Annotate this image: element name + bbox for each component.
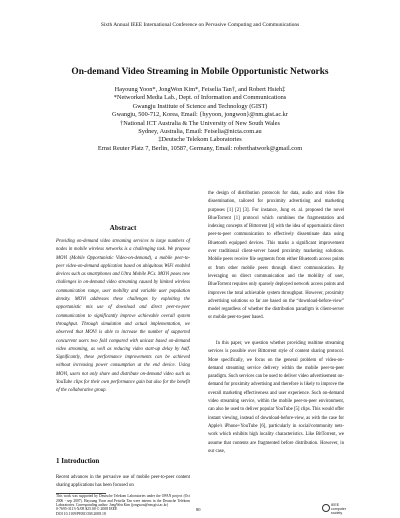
ieee-computer-society-logo (322, 503, 348, 517)
page-number: 80 (196, 507, 201, 512)
author-line: Gwangju Institute of Science and Technology (GIST) (132, 102, 268, 110)
logo-text-line: society (331, 511, 343, 516)
author-block (0, 86, 400, 153)
abstract-text (56, 238, 190, 396)
right-column-paragraph-1 (208, 190, 344, 323)
intro-paragraph: Recent advances in the pervasive use of mobile peer-to-peer content sharing applications has been focused on (56, 475, 190, 489)
author-line: Gwangju, 500-712, Korea, Email: {hyyoon, jongwon}@nm.gist.ac.kr (112, 111, 288, 119)
conference-header: Sixth Annual IEEE International Conference on Pervasive Computing and Communications (100, 22, 300, 28)
body-paragraph: the design of distribution protocols for data, audio and video file dissemination, tailored for proximity advertising and marketing purposes [1] [2] [3]. For instance, Jung et. al. proposed the novel BlueTorrent [1] protocol which combines the fragmentation and indexing concepts of Bittorrent [4] with the idea of opportunistic direct peer-to-peer communication to effectively disseminate data using Bluetooth equipped devices. This marks a significant improvement over traditional client-server based proximity marketing solutions. Mobile peers receive file segments from either Bluetooth access points or from other mobile peers through direct communication. By leveraging on direct communication and the mobility of user, BlueTorrent requires only sparsely deployed network access points and improves the total achievable system throughput. However, proximity advertising solutions so far are based on the “download-before-view” model regardless of whether the distribution paradigm is client-server or mobile peer-to-peer based. (208, 191, 344, 321)
author-line: ‡Deutsche Telekom Laboratories (158, 136, 242, 144)
footnote: This work was supported by Deutsche Telekom Laboratories under the OPAN project (Oct 2006 - sep 2007). Hayoung Yoon and Feiselia Tan were interns in the Deutsche Telekom Laboratories. Corresponding author: JongWon Kim (jongwon@nm.gist.ac.kr) (56, 494, 190, 508)
logo-text-line: IEEE (331, 503, 340, 507)
abstract-paragraph: Providing on-demand video streaming services to large numbers of nodes in mobile wireless networks is a challenging task. We propose MOVi (Mobile Opportunistic Video-on-demand), a mobile peer-to-peer video-on-demand application based on ubiquitous WiFi enabled devices such as smartphones and Ultra Mobile PCs. MOVi poses new challenges in on-demand video streaming caused by limited wireless communication range, user mobility and variable user population density. MOVi addresses these challenges by exploiting the opportunistic mix use of download and direct peer-to-peer communication to significantly improve achievable overall system throughput. Through simulation and actual implementation, we observed that MOVi is able to increase the number of supported concurrent users two fold compared with unicast based on-demand video streaming, as well as reducing video start-up delay by half. Significantly, these performance improvements can be achieved without increasing power consumption at the end device. Using MOVi, users not only share and distribute on-demand video such as YouTube clips for their own performance gain but also for the benefit of the collaborative group. (56, 239, 190, 394)
author-line: Hayoung Yoon*, JongWon Kim*, Feiselia Tan†, and Robert Hsieh‡ (114, 86, 286, 93)
author-line: Sydney, Australia, Email: Feiselia@nicta.com.au (138, 128, 262, 136)
section-heading-introduction: 1 Introduction (56, 457, 100, 465)
author-line: †National ICT Australia & The University of New South Wales (120, 119, 280, 127)
author-line: Ernst Reuter Platz 7, Berlin, 10587, Germany, Email: roberthatwork@gmail.com (97, 144, 303, 152)
introduction-text (56, 474, 190, 491)
abstract-heading: Abstract (109, 224, 137, 232)
paper-title: On-demand Video Streaming in Mobile Opportunistic Networks (71, 67, 329, 77)
logo-text (331, 503, 346, 516)
footer-copyright (56, 507, 117, 517)
logo-text-line: computer (331, 507, 346, 512)
logo-mark-icon (322, 504, 330, 512)
author-line: *Networked Media Lab., Dept. of Information and Communications (113, 94, 287, 102)
body-paragraph: In this paper, we question whether providing realtime streaming services is possible over Bittorrent style of content sharing protocol. More specifically, we focus on the general problem of video-on-demand streaming service delivery within the mobile peer-to-peer paradigm. Such services can be used to deliver video advertisement on-demand for proximity advertising and therefore is likely to improve the overall marketing effectiveness and user experience. Such on-demand video streaming service, within the mobile peer-to-peer environment, can also be used to deliver popular YouTube [5] clips. This would offer instant viewing, instead of download-before-view, as with the case for Apple's iPhone+YouTube [6], particularly in social/community nets-work which exhibits high locality characteristics. Like BitTorrent, we assume that contents are fragmented before distribution. However, in our case, (208, 341, 344, 454)
doi-line: DOI 10.1109/PERCOM.2008.18 (56, 511, 106, 516)
isbn-line: 0-7695-3113-X/08 $25.00 © 2008 IEEE (56, 507, 118, 511)
right-column-paragraph-2 (208, 340, 344, 456)
